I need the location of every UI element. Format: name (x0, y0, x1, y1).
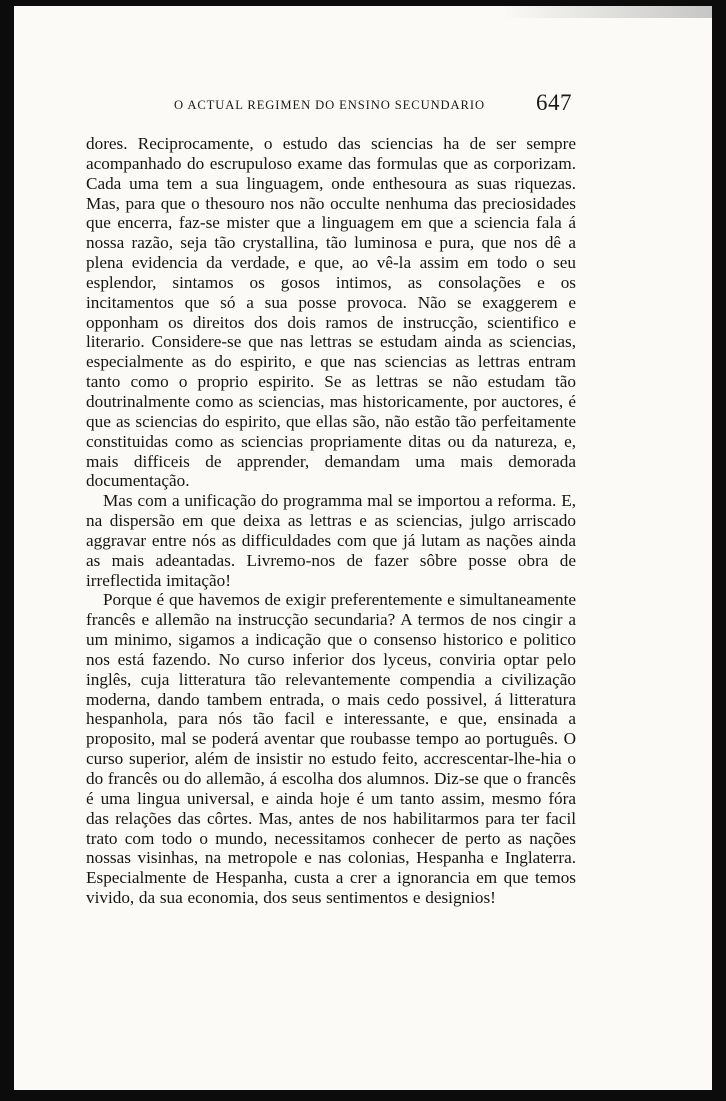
page-number: 647 (536, 90, 572, 115)
paragraph: Mas com a unificação do programma mal se importou a reforma. E, na dispersão em que deixa as lettras e as sciencias, julgo arriscado aggravar entre nós as difficuldades com que já lutam as nações ainda as mais adeantadas. Livremo-nos de fazer sôbre posse obra de irreflectida imitação! (86, 491, 576, 590)
book-page (14, 6, 712, 1090)
running-title: O ACTUAL REGIMEN DO ENSINO SECUNDARIO (174, 98, 485, 112)
paragraph: dores. Reciprocamente, o estudo das sciencias ha de ser sempre acompanhado do escrupuloso exame das formulas que as corporizam. Cada uma tem a sua linguagem, onde enthesoura as suas riquezas. Mas, para que o thesouro nos não occulte nenhuma das preciosidades que encerra, faz-se mister que a linguagem em que a sciencia fala á nossa razão, seja tão crystallina, tão luminosa e pura, que nos dê a plena evidencia da verdade, e que, ao vê-la assim em todo o seu esplendor, sintamos os gosos intimos, as consolações e os incitamentos que só a sua posse provoca. Não se exaggerem e opponham os direitos dos dois ramos de instrucção, scientifico e literario. Considere-se que nas lettras se estudam ainda as sciencias, especialmente as do espirito, e que nas sciencias as lettras entram tanto como o proprio espirito. Se as lettras se não estudam tão doutrinalmente como as sciencias, mas historicamente, por auctores, é que as sciencias do espirito, que ellas são, não estão tão perfeitamente constituidas como as sciencias propriamente ditas ou da natureza, e, mais difficeis de apprender, demandam uma mais demorada documentação. (86, 134, 576, 491)
page-header (86, 92, 572, 122)
paragraph: Porque é que havemos de exigir preferentemente e simultaneamente francês e allemão na instrucção secundaria? A termos de nos cingir a um minimo, sigamos a indicação que o consenso historico e politico nos está fazendo. No curso inferior dos lyceus, conviria optar pelo inglês, cuja litteratura tão relevantemente compendia a civilização moderna, dando tambem entrada, o mais cedo possivel, á litteratura hespanhola, para nós tão facil e interessante, e que, ensinada a proposito, mal se poderá aventar que roubasse tempo ao português. O curso superior, além de insistir no estudo feito, accrescentar-lhe-hia o do francês ou do allemão, á escolha dos alumnos. Diz-se que o francês é uma lingua universal, e ainda hoje é um tanto assim, mesmo fóra das relações das côrtes. Mas, antes de nos habilitarmos para ter facil trato com todo o mundo, necessitamos conhecer de perto as nações nossas visinhas, na metropole e nas colonias, Hespanha e Inglaterra. Especialmente de Hespanha, custa a crer a ignorancia em que temos vivido, da sua economia, dos seus sentimentos e designios! (86, 590, 576, 908)
body-text (86, 134, 576, 908)
scan-smudge (502, 6, 712, 18)
